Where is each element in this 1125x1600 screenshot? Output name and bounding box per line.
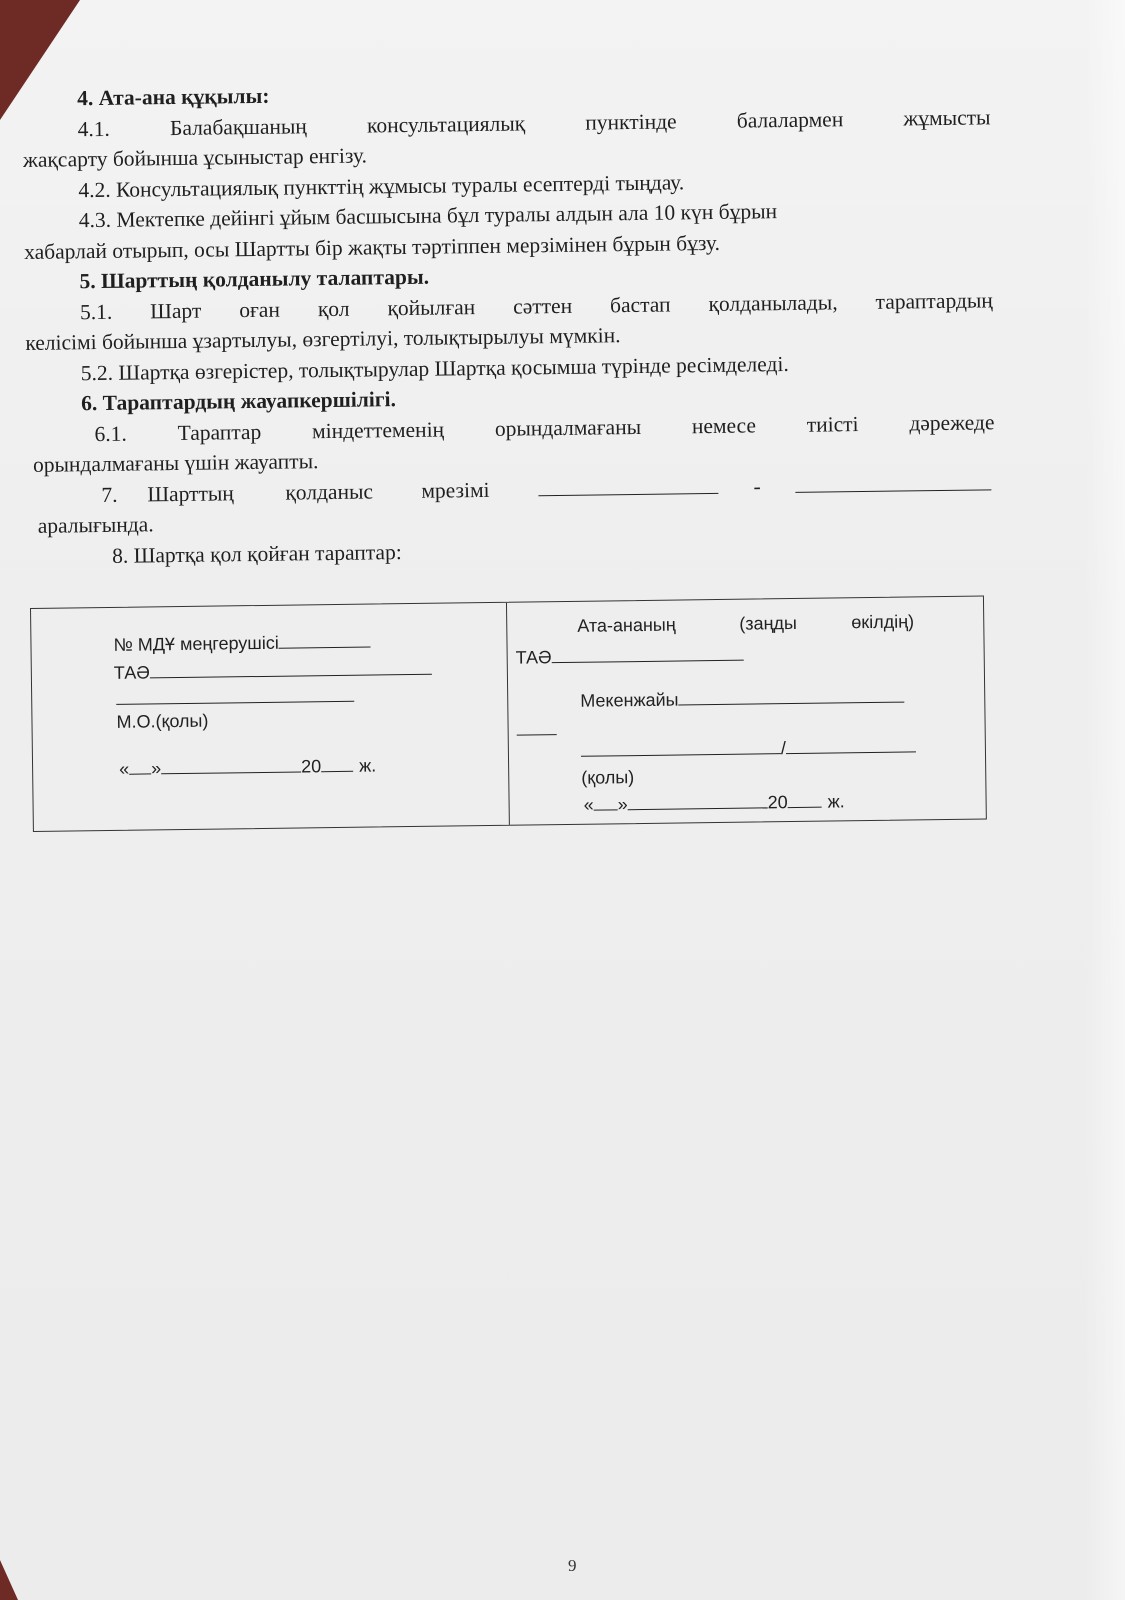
parent-day-blank[interactable] [593,793,617,810]
section-4-2: 4.2. Консультациялық пункттің жұмысы туралы есептерді тыңдау. [78,169,685,202]
section-8: 8. Шартқа қол қойған тараптар: [112,539,402,568]
section-5-1-cont: келісімі бойынша ұзартылуы, өзгертілуі, толықтырылуы мүмкін. [25,323,621,355]
director-signature-cell [31,603,510,831]
director-fio-blank[interactable] [150,658,432,679]
contract-text [22,71,1008,572]
parent-address-cont-blank[interactable] [516,718,556,736]
parent-month-blank[interactable] [628,791,768,810]
section-6-1: 6.1. Тараптар міндеттеменің орындалмағаны немесе тиісті дәрежеде [94,409,995,446]
section-5-1: 5.1. Шарт оған қол қойылған сәттен бастап қолданылады, тараптардың [79,287,993,324]
director-year-blank[interactable] [321,755,353,772]
parent-sign-blank[interactable] [581,737,781,757]
section-5-2: 5.2. Шартқа өзгерістер, толықтырулар Шартқа қосымша түрінде ресімделеді. [80,351,789,385]
parent-date: « » 20 ж. [583,791,845,815]
parent-sign-label: (қолы) [581,767,635,788]
section-7-cont: аралығында. [37,512,154,538]
parent-name-blank[interactable] [786,735,916,754]
signature-table [30,596,987,832]
parent-fio-label: ТАӘ [515,647,552,668]
director-day-blank[interactable] [129,757,151,774]
section-4-3-line2: хабарлай отырып, осы Шартты бір жақты тәртіппен мерзімінен бұрын бұзу. [24,230,721,264]
section-7: 7. Шарттың қолданыс мрезімі - [27,468,1007,511]
term-start-blank[interactable] [539,474,719,495]
director-mo-label: М.О.(қолы) [116,710,209,732]
section-5-title: 5. Шарттың қолданылу талаптары. [79,264,430,294]
section-4-3-line1: 4.3. Мектепке дейінгі ұйым басшысына бұл туралы алдын ала 10 күн бұрын [78,199,778,233]
director-sign-blank[interactable] [116,685,354,705]
section-4-1-cont: жақсарту бойынша ұсыныстар енгізу. [22,143,368,172]
director-date: « » 20 ж. [118,755,377,779]
page-number: 9 [568,1556,577,1575]
director-month-blank[interactable] [161,755,301,774]
parent-signature-cell [507,597,986,825]
section-6-title: 6. Тараптардың жауапкершілігі. [81,387,397,416]
parent-year-blank[interactable] [788,791,822,808]
parent-title-3: өкілдің) [851,611,915,633]
parent-title-1: Ата-ананың [577,614,676,636]
section-6-1-cont: орындалмағаны үшін жауапты. [32,449,319,477]
term-end-blank[interactable] [795,471,991,493]
director-fio-label: ТАӘ [113,662,150,683]
parent-title-2: (заңды [739,612,798,634]
director-name-blank[interactable] [279,631,371,649]
director-title: № МДҰ меңгерушісі [113,632,279,655]
parent-fio-blank[interactable] [551,644,743,664]
parent-sign-line: / [581,735,916,761]
section-4-1: 4.1. Балабақшаның консультациялық пунктінде балалармен жұмысты [77,104,991,141]
parent-address-blank[interactable] [678,686,904,706]
parent-address-label: Мекенжайы [580,689,679,711]
section-4-title: 4. Ата-ана құқылы: [77,83,270,111]
